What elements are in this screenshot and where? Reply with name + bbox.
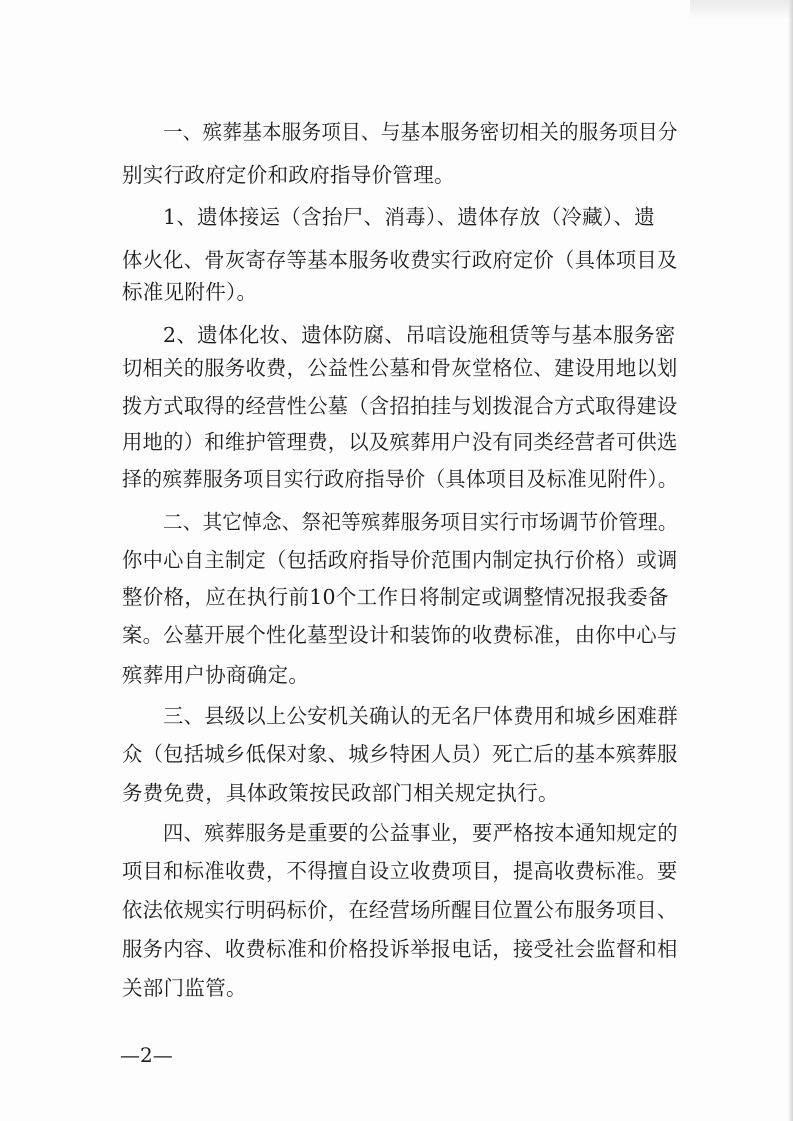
text-line: 殡葬用户协商确定。: [122, 663, 310, 687]
text-line: 你中心自主制定（包括政府指导价范围内制定执行价格）或调: [122, 548, 678, 572]
text-line: 二、其它悼念、祭祀等殡葬服务项目实行市场调节价管理。: [163, 510, 678, 534]
text-line: 四、殡葬服务是重要的公益事业，要严格按本通知规定的: [163, 821, 679, 845]
text-line: 1、遗体接运（含抬尸、消毒）、遗体存放（冷藏）、遗: [163, 205, 656, 229]
text-line: 标准见附件）。: [122, 280, 258, 304]
text-line: 服务内容、收费标准和价格投诉举报电话，接受社会监督和相: [122, 937, 678, 961]
text-line: 拨方式取得的经营性公墓（含招拍挂与划拨混合方式取得建设: [122, 394, 678, 418]
text-line: 用地的）和维护管理费，以及殡葬用户没有同类经营者可供选: [122, 430, 678, 454]
text-line: 体火化、骨灰寄存等基本服务收费实行政府定价（具体项目及: [122, 248, 678, 272]
text-line: 整价格，应在执行前10个工作日将制定或调整情况报我委备: [122, 585, 669, 609]
text-line: 关部门监管。: [122, 976, 247, 1000]
scan-edge-shadow: [788, 0, 793, 1121]
text-line: 2、遗体化妆、遗体防腐、吊唁设施租赁等与基本服务密: [163, 323, 676, 347]
text-line: 一、殡葬基本服务项目、与基本服务密切相关的服务项目分: [163, 120, 678, 144]
text-line: 项目和标准收费，不得擅自设立收费项目，提高收费标准。要: [122, 859, 678, 883]
text-line: 案。公墓开展个性化墓型设计和装饰的收费标准，由你中心与: [122, 623, 678, 647]
text-line: 众（包括城乡低保对象、城乡特困人员）死亡后的基本殡葬服: [122, 742, 678, 766]
text-line: 务费免费，具体政策按民政部门相关规定执行。: [122, 781, 559, 805]
text-line: 切相关的服务收费，公益性公墓和骨灰堂格位、建设用地以划: [122, 356, 678, 380]
scan-smudge: [690, 0, 793, 20]
text-line: 择的殡葬服务项目实行政府指导价（具体项目及标准见附件）。: [122, 467, 679, 491]
page-number: —2—: [120, 1043, 173, 1067]
text-line: 别实行政府定价和政府指导价管理。: [122, 163, 455, 187]
text-line: 依法依规实行明码标价，在经营场所醒目位置公布服务项目、: [122, 898, 678, 922]
text-line: 三、县级以上公安机关确认的无名尸体费用和城乡困难群: [163, 704, 679, 728]
